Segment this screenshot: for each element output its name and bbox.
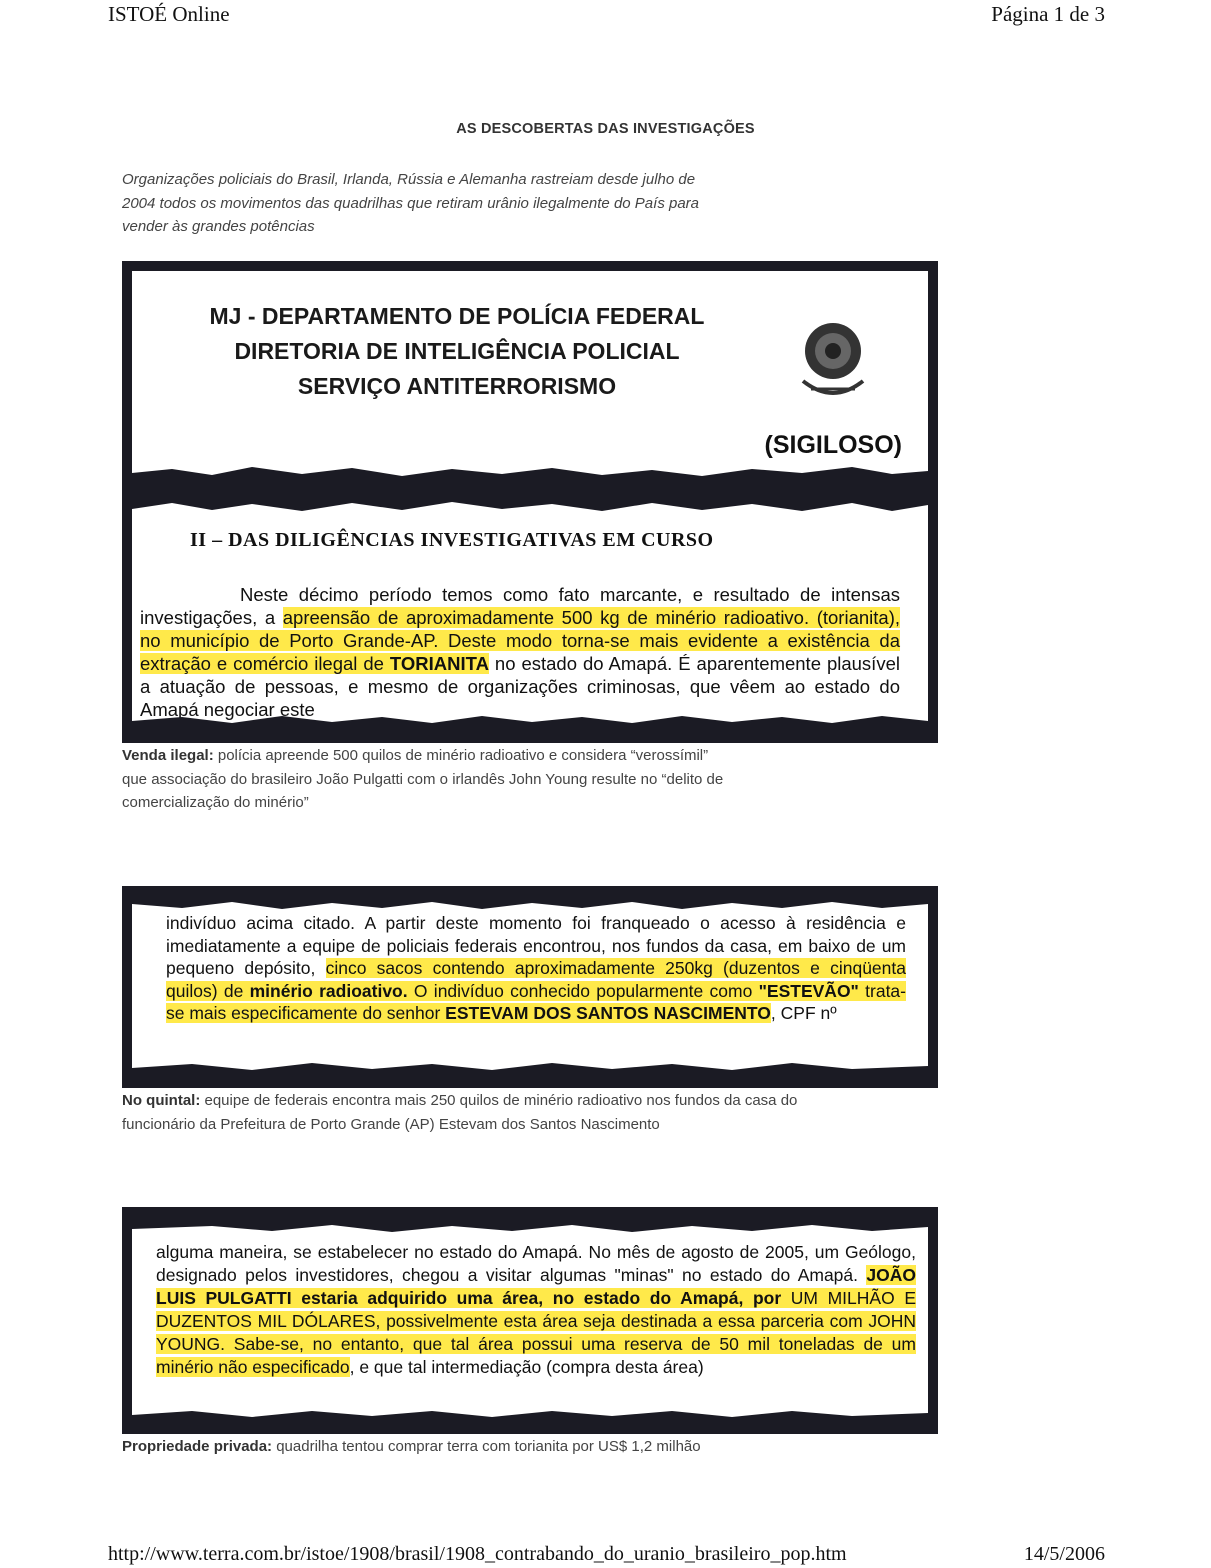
- doc-header-line-1: MJ - DEPARTAMENTO DE POLÍCIA FEDERAL: [209, 303, 705, 329]
- doc-text: Neste décimo período temos como fato marcante, e resultado de intensas investigações, a: [140, 584, 900, 628]
- doc-highlight-bold: minério radioativo.: [249, 980, 408, 1001]
- caption-text: equipe de federais encontra mais 250 quilos de minério radioativo nos fundos da casa do funcionário da Prefeitura de Porto Grande (AP) Estevam dos Santos Nascimento: [122, 1092, 798, 1133]
- site-name: ISTOÉ Online: [108, 2, 230, 26]
- doc-highlight-bold: JOÃO LUIS PULGATTI estaria adquirido uma área, no estado do Amapá, por: [156, 1265, 916, 1308]
- doc-highlight: trata-se mais especificamente do senhor: [166, 980, 906, 1023]
- article-intro: Organizações policiais do Brasil, Irlanda, Rússia e Alemanha rastreiam desde julho de 2004 todos os movimentos das quadrilhas que retiram urânio ilegalmente do País para vender às grandes potências: [122, 171, 700, 235]
- doc-highlight: UM MILHÃO E DUZENTOS MIL DÓLARES, possivelmente esta área seja destinada a essa parceria com JOHN YOUNG. Sabe-se, no entanto, que tal área possui uma reserva de 50 mil toneladas de um minério não especificado: [156, 1288, 916, 1377]
- section-title: II – DAS DILIGÊNCIAS INVESTIGATIVAS EM CURSO: [190, 529, 714, 551]
- caption-label: Venda ilegal:: [122, 747, 214, 764]
- torn-edge: [132, 459, 928, 519]
- print-date: 14/5/2006: [1023, 1543, 1105, 1565]
- caption-text: polícia apreende 500 quilos de minério radioativo e considera “verossímil” que associação do brasileiro João Pulgatti com o irlandês John Young resulte no “delito de comercialização do minério”: [122, 747, 724, 811]
- page-url: http://www.terra.com.br/istoe/1908/brasil/1908_contrabando_do_uranio_brasileiro_pop.htm: [108, 1543, 847, 1565]
- document-scan-1-paper: [132, 271, 928, 733]
- document-scan-2: [122, 886, 938, 1088]
- coat-of-arms-icon: [797, 309, 869, 405]
- torn-edge: [132, 1408, 928, 1424]
- doc-highlight: apreensão de aproximadamente 500 kg de minério radioativo. (torianita), no município de Porto Grande-AP. Deste modo torna-se mais evidente a existência da extração e comércio ilegal de: [140, 607, 900, 674]
- torn-edge: [132, 1217, 928, 1235]
- doc-highlight: cinco sacos contendo aproximadamente 250kg (duzentos e cinqüenta quilos) de: [166, 958, 906, 1001]
- caption-label: No quintal:: [122, 1092, 201, 1109]
- doc-highlight-bold: ESTEVAM DOS SANTOS NASCIMENTO: [445, 1003, 771, 1023]
- doc-text: indivíduo acima citado. A partir deste momento foi franqueado o acesso à residência e imediatamente a equipe de policiais federais encontrou, nos fundos da casa, em baixo de um pequeno depósito,: [166, 913, 906, 978]
- article-title: AS DESCOBERTAS DAS INVESTIGAÇÕES: [456, 121, 755, 137]
- print-header: [108, 2, 1105, 30]
- doc-highlight: O indivíduo conhecido popularmente como: [407, 980, 759, 1001]
- torn-edge: [132, 711, 928, 733]
- document-scan-2-paper: [132, 896, 928, 1078]
- doc-text: , CPF nº: [770, 1003, 837, 1023]
- caption-1: [122, 744, 727, 815]
- doc-text: alguma maneira, se estabelecer no estado do Amapá. No mês de agosto de 2005, um Geólogo, designado pelos investidores, chegou a visitar algumas "minas" no estado do Amapá.: [156, 1242, 916, 1285]
- document-scan-3: [122, 1207, 938, 1434]
- caption-label: Propriedade privada:: [122, 1438, 273, 1455]
- print-footer: [108, 1543, 1105, 1567]
- doc-header-line-3: SERVIÇO ANTITERRORISMO: [297, 373, 617, 399]
- document-scan-3-paper: [132, 1217, 928, 1424]
- document-scan-1: [122, 261, 938, 743]
- doc-text: , e que tal intermediação (compra desta área): [349, 1357, 704, 1377]
- caption-3: [122, 1435, 882, 1459]
- doc-highlight-bold: "ESTEVÃO": [758, 980, 859, 1001]
- doc-header-line-2: DIRETORIA DE INTELIGÊNCIA POLICIAL: [234, 338, 680, 364]
- caption-2: [122, 1089, 867, 1136]
- torn-edge: [132, 1060, 928, 1078]
- doc-highlight-bold: TORIANITA: [389, 653, 489, 674]
- document-scan-1-text: [140, 583, 900, 721]
- classification-stamp: (SIGILOSO): [764, 431, 902, 459]
- caption-text: quadrilha tentou comprar terra com torianita por US$ 1,2 milhão: [276, 1438, 701, 1455]
- document-scan-2-text: [166, 912, 906, 1025]
- doc-text: no estado do Amapá. É aparentemente plausível a atuação de pessoas, e mesmo de organizações criminosas, que vêem ao estado do Amapá negociar este: [140, 653, 900, 720]
- document-scan-3-text: [156, 1241, 916, 1379]
- page-number: Página 1 de 3: [991, 2, 1105, 26]
- torn-edge: [132, 896, 928, 912]
